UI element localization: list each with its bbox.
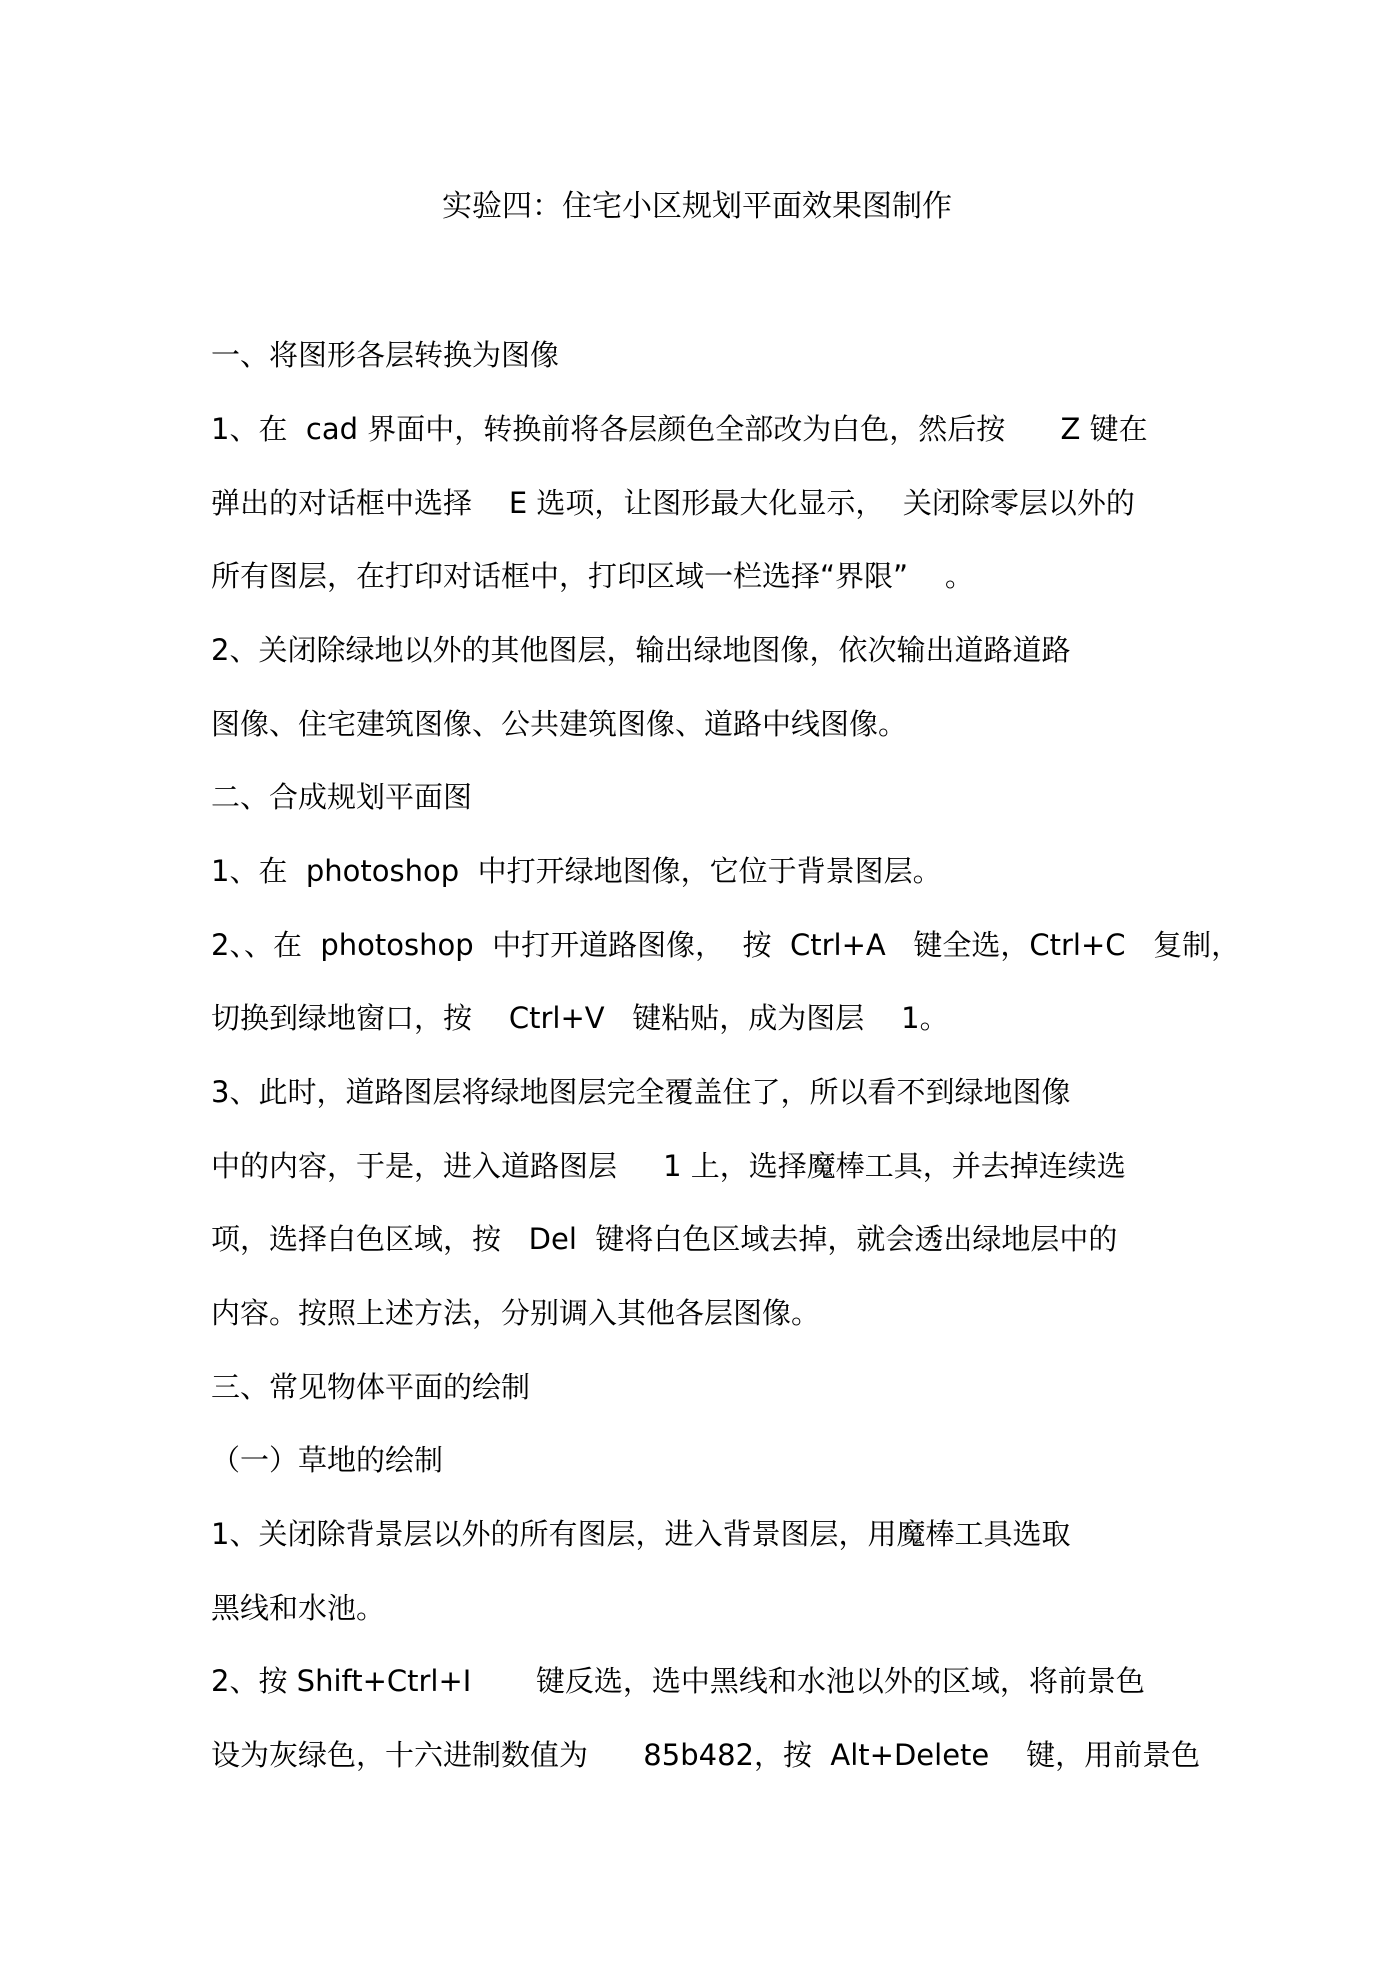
paragraph-line: 项，选择白色区域，按 Del 键将白色区域去掉，就会透出绿地层中的: [211, 1222, 1118, 1256]
paragraph-line: 设为灰绿色，十六进制数值为 85b482，按 Alt+Delete 键，用前景色: [211, 1738, 1201, 1772]
paragraph-line: 黑线和水池。: [211, 1591, 386, 1625]
paragraph-line: 1、在 photoshop 中打开绿地图像，它位于背景图层。: [211, 854, 942, 888]
subsection-heading: （一）草地的绘制: [211, 1443, 444, 1477]
section-heading: 二、合成规划平面图: [211, 780, 473, 814]
paragraph-line: 所有图层，在打印对话框中，打印区域一栏选择“界限” 。: [211, 559, 974, 593]
section-heading: 一、将图形各层转换为图像: [211, 338, 560, 372]
paragraph-line: 3、此时，道路图层将绿地图层完全覆盖住了，所以看不到绿地图像: [211, 1075, 1071, 1109]
document-title: 实验四：住宅小区规划平面效果图制作: [442, 189, 952, 224]
paragraph-line: 切换到绿地窗口，按 Ctrl+V 键粘贴，成为图层 1。: [211, 1001, 949, 1035]
paragraph-line: 弹出的对话框中选择 E 选项，让图形最大化显示， 关闭除零层以外的: [211, 486, 1135, 520]
paragraph-line: 内容。按照上述方法，分别调入其他各层图像。: [211, 1296, 821, 1330]
paragraph-line: 2、、在 photoshop 中打开道路图像， 按 Ctrl+A 键全选，Ctrl+C 复制，: [211, 928, 1241, 962]
paragraph-line: 2、按 Shift+Ctrl+I 键反选，选中黑线和水池以外的区域，将前景色: [211, 1664, 1145, 1698]
paragraph-line: 图像、住宅建筑图像、公共建筑图像、道路中线图像。: [211, 707, 908, 741]
section-heading: 三、常见物体平面的绘制: [211, 1370, 531, 1404]
paragraph-line: 2、关闭除绿地以外的其他图层，输出绿地图像，依次输出道路道路: [211, 633, 1071, 667]
paragraph-line: 中的内容，于是，进入道路图层 1 上，选择魔棒工具，并去掉连续选: [211, 1149, 1126, 1183]
paragraph-line: 1、关闭除背景层以外的所有图层，进入背景图层，用魔棒工具选取: [211, 1517, 1071, 1551]
paragraph-line: 1、在 cad 界面中，转换前将各层颜色全部改为白色，然后按 Z 键在: [211, 412, 1148, 446]
